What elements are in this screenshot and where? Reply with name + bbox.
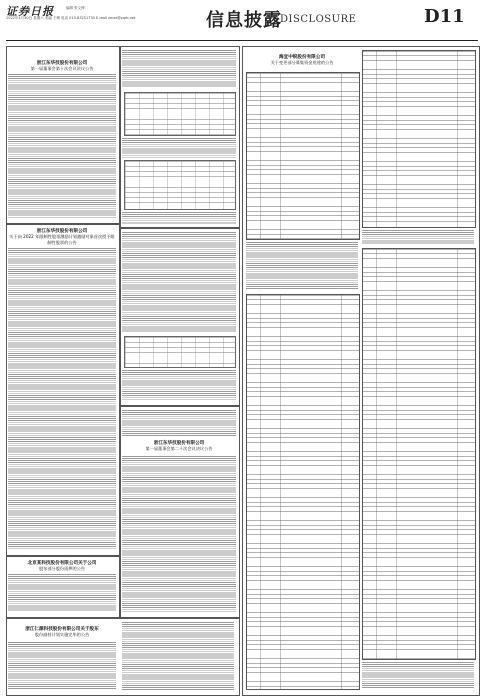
article-4-heading — [246, 54, 358, 66]
grant-table — [124, 336, 236, 368]
article-3-body-2 — [122, 456, 236, 612]
article-2-body — [8, 248, 116, 550]
article-1-body-continued — [122, 50, 236, 88]
article-1-body — [8, 74, 116, 218]
article-3-subtitle: 第一届董事会第二十次会议决议公告 — [145, 446, 213, 452]
masthead — [0, 0, 484, 44]
article-6-subtitle: 股份减持计划实施完毕的公告 — [34, 632, 90, 638]
article-1-body-continued-2 — [122, 138, 236, 158]
article-3-body — [122, 410, 236, 436]
article-5-body — [8, 574, 116, 612]
article-5-heading — [8, 560, 116, 572]
article-6-body-left — [8, 642, 116, 690]
fund-table-3 — [362, 50, 476, 228]
article-4-body-2 — [362, 230, 474, 244]
article-5-subtitle: 股东部分股份质押的公告 — [38, 566, 86, 572]
article-4-title: 海宜中锐股份有限公司 — [279, 55, 325, 60]
article-3-heading — [122, 440, 236, 452]
article-4-subtitle: 关于变更部分募集资金用途的公告 — [270, 60, 334, 66]
fund-table-1 — [246, 72, 360, 240]
masthead-rule — [6, 40, 478, 41]
article-2-heading — [8, 228, 116, 245]
article-1-heading — [8, 60, 116, 72]
article-6-heading — [8, 626, 116, 638]
article-1-body-continued-3 — [122, 212, 236, 224]
article-4-footer — [362, 662, 474, 688]
resolution-table — [124, 92, 236, 136]
fund-table-4 — [362, 248, 476, 660]
article-2-body-continued-2 — [122, 370, 236, 400]
fund-table-2 — [246, 294, 360, 690]
article-1-title: 浙江东华技股份有限公司 — [36, 61, 88, 66]
article-5-title: 北京某科技股份有限公司关于公司 — [27, 561, 97, 566]
section-title-en: DISCLOSURE — [280, 14, 357, 25]
article-6-body-right — [122, 622, 234, 690]
editor-line: 编辑 张文博 — [66, 6, 85, 10]
article-2-body-continued — [122, 232, 236, 332]
article-2-title: 浙江东华技股份有限公司 — [36, 229, 88, 234]
page-number: D11 — [424, 6, 465, 27]
article-3-title: 浙江东华技股份有限公司 — [153, 441, 205, 446]
share-table — [124, 160, 236, 210]
newspaper-logo: 证券日报 — [6, 5, 54, 18]
section-title: 信息披露 — [206, 10, 282, 31]
article-1-subtitle: 第一届董事会第十次会议决议公告 — [30, 66, 94, 72]
article-6-title: 浙江仁源科技股份有限公司关于股东 — [25, 627, 99, 632]
article-2-subtitle: 关于向 2022 年限制性股票激励计划激励对象首次授予限制性股票的公告 — [9, 234, 115, 245]
date-contact-line: 2022年4月30日 星期六 美编 王琳 电话 010-83251730 E-mail zmzx@zqrb.net — [6, 16, 136, 20]
article-4-body — [246, 242, 358, 290]
